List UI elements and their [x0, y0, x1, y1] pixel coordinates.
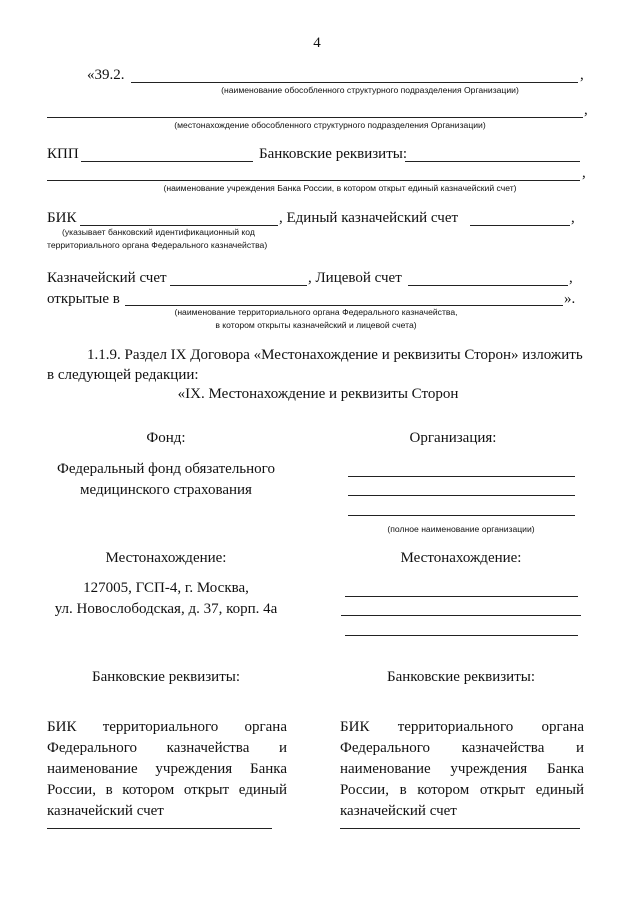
comma: ,: [571, 210, 575, 226]
caption: (наименование территориального органа Федерального казначейства,: [174, 307, 458, 317]
single-account-label: , Единый казначейский счет: [279, 210, 459, 226]
blank-line: [348, 495, 575, 496]
fund-address: 127005, ГСП-4, г. Москва,: [83, 580, 249, 596]
blank-line: [348, 476, 575, 477]
blank-line: [80, 225, 278, 226]
closing-quote: ».: [564, 291, 576, 307]
blank-line: [131, 82, 578, 83]
blank-line: [47, 117, 583, 118]
caption: (полное наименование организации): [387, 524, 535, 534]
blank-line: [47, 828, 272, 829]
fund-address: ул. Новослободская, д. 37, корп. 4а: [54, 601, 278, 617]
personal-account-label: , Лицевой счет: [308, 270, 402, 286]
blank-line: [348, 515, 575, 516]
caption: (наименование учреждения Банка России, в котором открыт единый казначейский счет): [163, 183, 517, 193]
fund-bank-text: БИК территориального органа Федерального казначейства и наименование учреждения Банка России, в котором открыт единый казначейский счет: [47, 719, 287, 819]
blank-line: [470, 225, 570, 226]
blank-line: [341, 615, 581, 616]
organization-bank-heading: Банковские реквизиты:: [386, 669, 536, 685]
paragraph-line: 1.1.9. Раздел IX Договора «Местонахождение и реквизиты Сторон» изложить: [87, 347, 583, 363]
section-title: «IX. Местонахождение и реквизиты Сторон: [177, 386, 459, 402]
blank-line: [340, 828, 580, 829]
blank-line: [170, 285, 307, 286]
blank-line: [345, 635, 578, 636]
comma: ,: [580, 67, 584, 83]
organization-location-heading: Местонахождение:: [400, 550, 522, 566]
fund-bank-heading: Банковские реквизиты:: [91, 669, 241, 685]
blank-line: [47, 180, 580, 181]
fund-heading: Фонд:: [146, 430, 186, 446]
caption: в котором открыты казначейский и лицевой счета): [215, 320, 417, 330]
organization-heading: Организация:: [409, 430, 497, 446]
kpp-label: КПП: [47, 146, 79, 162]
clause-number: «39.2.: [87, 67, 125, 83]
fund-name: медицинского страхования: [80, 482, 252, 498]
caption: территориального органа Федерального казначейства): [47, 240, 268, 250]
organization-bank-text: БИК территориального органа Федерального казначейства и наименование учреждения Банка России, в котором открыт единый казначейский счет: [340, 719, 584, 819]
blank-line: [125, 305, 563, 306]
comma: ,: [569, 270, 573, 286]
comma: ,: [584, 102, 588, 118]
caption: (местонахождение обособленного структурного подразделения Организации): [174, 120, 486, 130]
bank-details-label: Банковские реквизиты:: [259, 146, 408, 162]
blank-line: [405, 161, 580, 162]
fund-location-heading: Местонахождение:: [105, 550, 227, 566]
opened-in-label: открытые в: [47, 291, 120, 307]
comma: ,: [582, 165, 586, 181]
fund-name: Федеральный фонд обязательного: [57, 461, 275, 477]
page-number: 4: [313, 35, 321, 51]
treasury-account-label: Казначейский счет: [47, 270, 167, 286]
bik-label: БИК: [47, 210, 77, 226]
caption: (наименование обособленного структурного подразделения Организации): [221, 85, 519, 95]
blank-line: [81, 161, 253, 162]
caption: (указывает банковский идентификационный код: [62, 227, 255, 237]
paragraph-line: в следующей редакции:: [47, 367, 199, 383]
blank-line: [408, 285, 568, 286]
blank-line: [345, 596, 578, 597]
